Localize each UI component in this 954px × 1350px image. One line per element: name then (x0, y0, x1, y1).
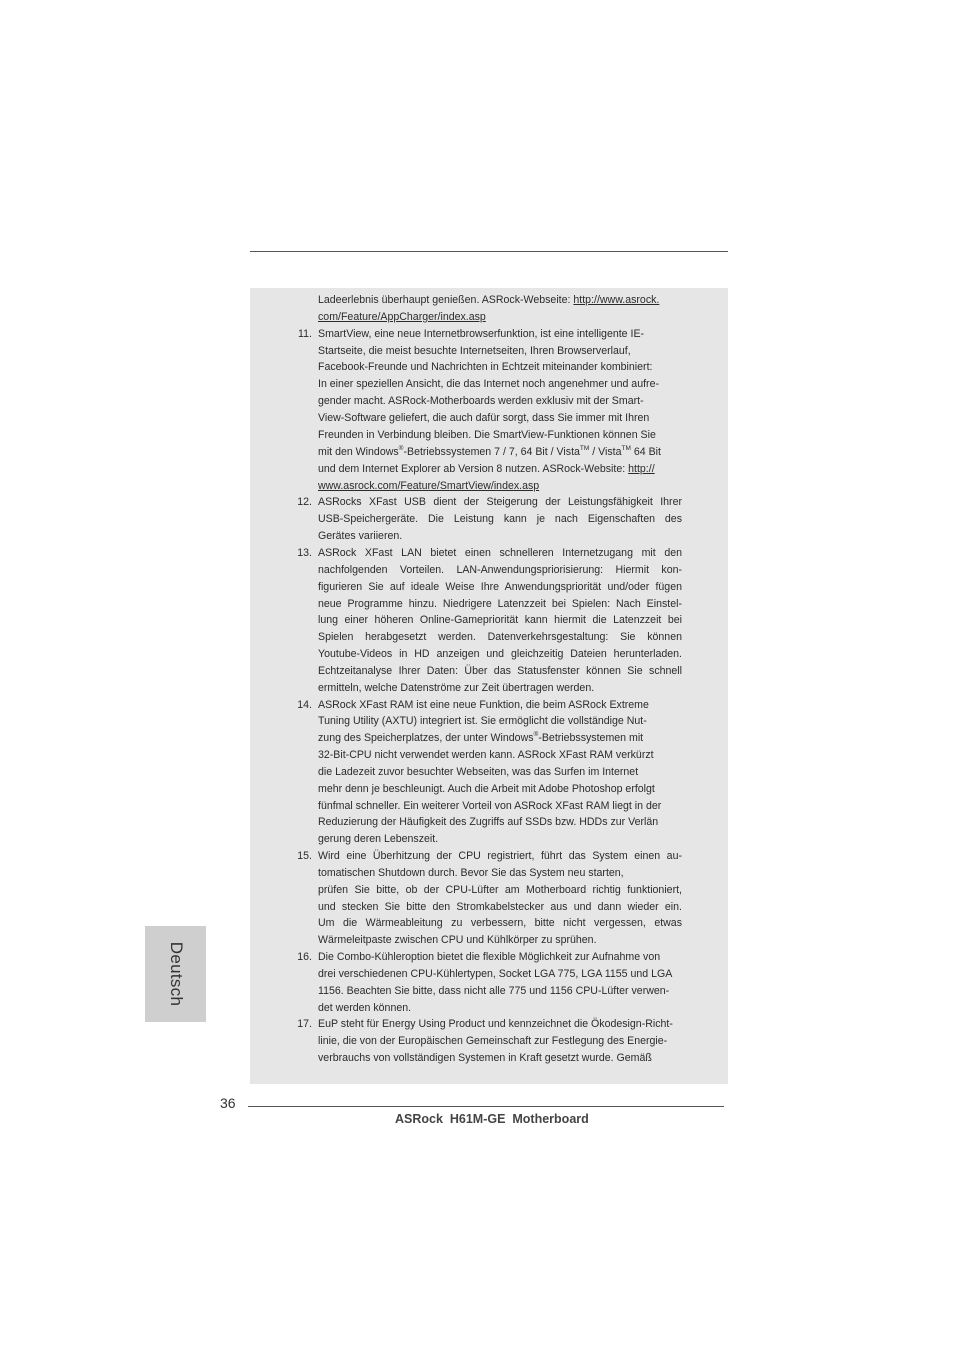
list-number: 15. (297, 850, 312, 862)
smartview-link[interactable]: http:// (628, 463, 655, 475)
asrock-link[interactable]: http://www.asrock. (573, 294, 660, 306)
list-item-line: USB-Speichergeräte. Die Leistung kann je nach Eigenschaften des (318, 513, 682, 525)
list-number: 14. (297, 699, 312, 711)
list-item-line: mehr denn je beschleunigt. Auch die Arbeit mit Adobe Photoshop erfolgt (318, 783, 655, 795)
language-tab (145, 926, 206, 1022)
list-item-line: Freunden in Verbindung bleiben. Die SmartView-Funktionen können Sie (318, 429, 656, 441)
list-item-line: und dem Internet Explorer ab Version 8 nutzen. ASRock-Website: http:// (318, 463, 655, 475)
list-item-line: Tuning Utility (AXTU) integriert ist. Sie ermöglicht die vollständige Nut- (318, 715, 647, 727)
list-item-line: und stecken Sie bitte den Stromkabelstecker aus und dann wieder ein. (318, 901, 682, 913)
list-item-line: gender macht. ASRock-Motherboards werden exklusiv mit der Smart- (318, 395, 644, 407)
language-tab-label: Deutsch (166, 941, 186, 1007)
trademark-mark: TM (579, 445, 590, 452)
page-number: 36 (220, 1095, 236, 1111)
list-item-line: mit den Windows®-Betriebssystemen 7 / 7, 64 Bit / Vista™ / Vista™ 64 Bit (318, 445, 661, 458)
list-item-line: Youtube-Videos in HD anzeigen und gleichzeitig Dateien herunterladen. (318, 648, 682, 660)
list-number: 13. (297, 547, 312, 559)
list-item-line: Wärmeleitpaste zwischen CPU und Kühlkörper zu sprühen. (318, 934, 597, 946)
list-item-line: ASRock XFast LAN bietet einen schnelleren Internetzugang mit den (318, 547, 682, 559)
list-number: 16. (297, 951, 312, 963)
header-rule (250, 251, 728, 252)
list-item-line: lung einer höheren Online-Gamepriorität kann hiermit die Latenzzeit bei (318, 614, 682, 626)
list-item-line: Startseite, die meist besuchte Internetseiten, Ihren Browserverlauf, (318, 345, 631, 357)
trademark-mark: TM (621, 445, 631, 452)
list-item-line: In einer speziellen Ansicht, die das Internet noch angenehmer und aufre- (318, 378, 659, 390)
list-item-line: View-Software geliefert, die auch dafür sorgt, dass Sie immer mit Ihren (318, 412, 650, 424)
list-item-line: EuP steht für Energy Using Product und kennzeichnet die Ökodesign-Richt- (318, 1018, 673, 1030)
list-item-line: ASRocks XFast USB dient der Steigerung der Leistungsfähigkeit Ihrer (318, 496, 682, 508)
list-item-line: SmartView, eine neue Internetbrowserfunktion, ist eine intelligente IE- (318, 328, 645, 340)
list-item-line: ermitteln, welche Datenströme zur Zeit übertragen werden. (318, 682, 595, 694)
list-item-line: tomatischen Shutdown durch. Bevor Sie das System neu starten, (318, 867, 624, 879)
list-item-line: Spielen herabgesetzt werden. Datenverkehrsgestaltung: Sie können (318, 631, 682, 643)
list-item-line: nachfolgenden Vorteilen. LAN-Anwendungspriorisierung: Hiermit kon- (318, 564, 682, 576)
list-item-line: fünfmal schneller. Ein weiterer Vorteil von ASRock XFast RAM liegt in der (318, 800, 662, 812)
list-item-line: figurieren Sie auf ideale Weise Ihre Anwendungspriorität und/oder fügen (318, 581, 682, 593)
list-item-line: verbrauchs von vollständigen Systemen in Kraft gesetzt wurde. Gemäß (318, 1052, 652, 1064)
list-item-line: die Ladezeit zuvor besuchter Webseiten, was das Surfen im Internet (318, 766, 639, 778)
list-item-line: gerung deren Lebenszeit. (318, 833, 439, 845)
list-item-line: Um die Wärmeableitung zu verbessern, bitte nicht vergessen, etwas (318, 917, 682, 929)
footer-title: ASRock H61M-GE Motherboard (395, 1112, 589, 1126)
list-item-line: prüfen Sie bitte, ob der CPU-Lüfter am Motherboard richtig funktioniert, (318, 884, 682, 896)
list-number: 11. (298, 328, 312, 340)
list-item-line: linie, die von der Europäischen Gemeinschaft zur Festlegung des Energie- (318, 1035, 668, 1047)
list-item-line: Facebook-Freunde und Nachrichten in Echtzeit miteinander kombiniert: (318, 361, 653, 373)
list-item-line: 32-Bit-CPU nicht verwendet werden kann. ASRock XFast RAM verkürzt (318, 749, 654, 761)
list-item-line: det werden können. (318, 1002, 412, 1014)
list-item-line: neue Programme hinzu. Niedrigere Latenzzeit bei Spielen: Nach Einstel- (318, 598, 682, 610)
list-item-line: Echtzeitanalyse Ihrer Daten: Über das Statusfenster können Sie schnell (318, 665, 682, 677)
registered-mark: ® (398, 445, 404, 452)
list-number: 12. (297, 496, 312, 508)
list-item-line: Gerätes variieren. (318, 530, 403, 542)
asrock-link[interactable]: com/Feature/AppCharger/index.asp (318, 311, 486, 323)
registered-mark: ® (533, 731, 539, 738)
smartview-link[interactable]: www.asrock.com/Feature/SmartView/index.asp (318, 480, 540, 492)
list-item-line: 1156. Beachten Sie bitte, dass nicht alle 775 und 1156 CPU-Lüfter verwen- (318, 985, 670, 997)
list-item-line: zung des Speicherplatzes, der unter Windows®-Betriebssystemen mit (318, 731, 644, 744)
list-item-line: Reduzierung der Häufigkeit des Zugriffs auf SSDs bzw. HDDs zur Verlän (318, 816, 659, 828)
list-item-line: drei verschiedenen CPU-Kühlertypen, Socket LGA 775, LGA 1155 und LGA (318, 968, 673, 980)
footer-rule (248, 1106, 724, 1107)
list-item-line: ASRock XFast RAM ist eine neue Funktion, die beim ASRock Extreme (318, 699, 649, 711)
list-item-line: Wird eine Überhitzung der CPU registriert, führt das System einen au- (318, 850, 682, 862)
list-number: 17. (297, 1018, 312, 1030)
list-item-line: Die Combo-Kühleroption bietet die flexible Möglichkeit zur Aufnahme von (318, 951, 661, 963)
list-item-line: Ladeerlebnis überhaupt genießen. ASRock-Webseite: http://www.asrock. (318, 294, 660, 306)
